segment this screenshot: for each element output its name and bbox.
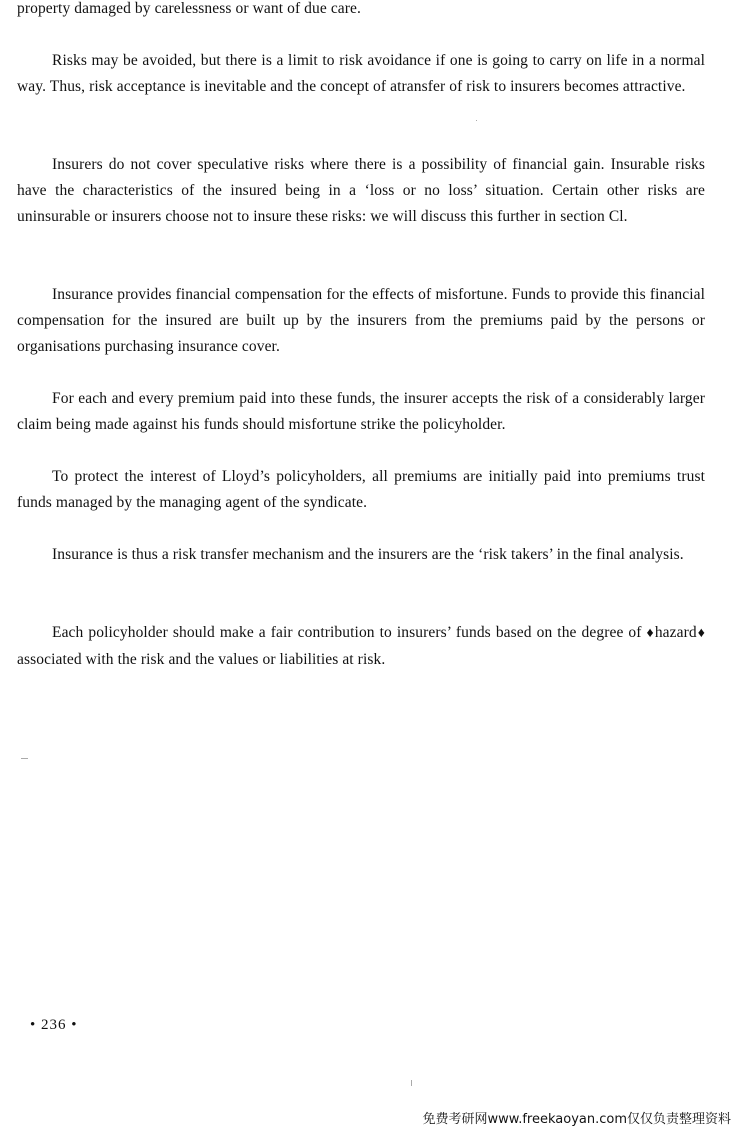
paragraph-lloyds-trust: To protect the interest of Lloyd’s policyholders, all premiums are initially paid into premiums trust funds managed by the managing agent of the syndicate. [17, 468, 705, 511]
contribution-text-before: Each policyholder should make a fair contribution to insurers’ funds based on the degree of [52, 624, 642, 641]
diamond-icon-left: ♦ [646, 626, 655, 641]
paragraph-risk-transfer: Insurance is thus a risk transfer mechanism and the insurers are the ‘risk takers’ in the final analysis. [52, 546, 684, 563]
contribution-text-after: associated with the risk and the values or liabilities at risk. [17, 651, 386, 668]
page-number: • 236 • [30, 1017, 78, 1033]
paragraph-premium-funds: For each and every premium paid into these funds, the insurer accepts the risk of a considerably larger claim being made against his funds should misfortune strike the policyholder. [17, 390, 705, 433]
paragraph-speculative-risks: Insurers do not cover speculative risks where there is a possibility of financial gain. Insurable risks have the characteristics of the insured being in a ‘loss or no loss’ situation. Certain other risks are uninsurable or insurers choose not to insure these risks: we will discuss this further in section Cl. [17, 156, 705, 225]
scan-speck [21, 758, 28, 759]
scan-speck [476, 120, 477, 121]
diamond-icon-right: ♦ [696, 626, 705, 641]
hazard-term: hazard [654, 624, 697, 641]
paragraph-continuation: property damaged by carelessness or want of due care. [17, 0, 362, 17]
paragraph-financial-compensation: Insurance provides financial compensation for the effects of misfortune. Funds to provide this financial compensation for the insured are built up by the insurers from the premiums paid by the persons or organisations purchasing insurance cover. [17, 286, 705, 355]
watermark-text: 免费考研网www.freekaoyan.com仅仅负责整理资料 [422, 1112, 731, 1127]
paragraph-risk-avoidance: Risks may be avoided, but there is a limit to risk avoidance if one is going to carry on life in a normal way. Thus, risk acceptance is inevitable and the concept of atransfer of risk to insurers becomes attractive. [17, 52, 705, 95]
paragraph-fair-contribution [17, 620, 705, 673]
scan-speck [411, 1080, 412, 1086]
